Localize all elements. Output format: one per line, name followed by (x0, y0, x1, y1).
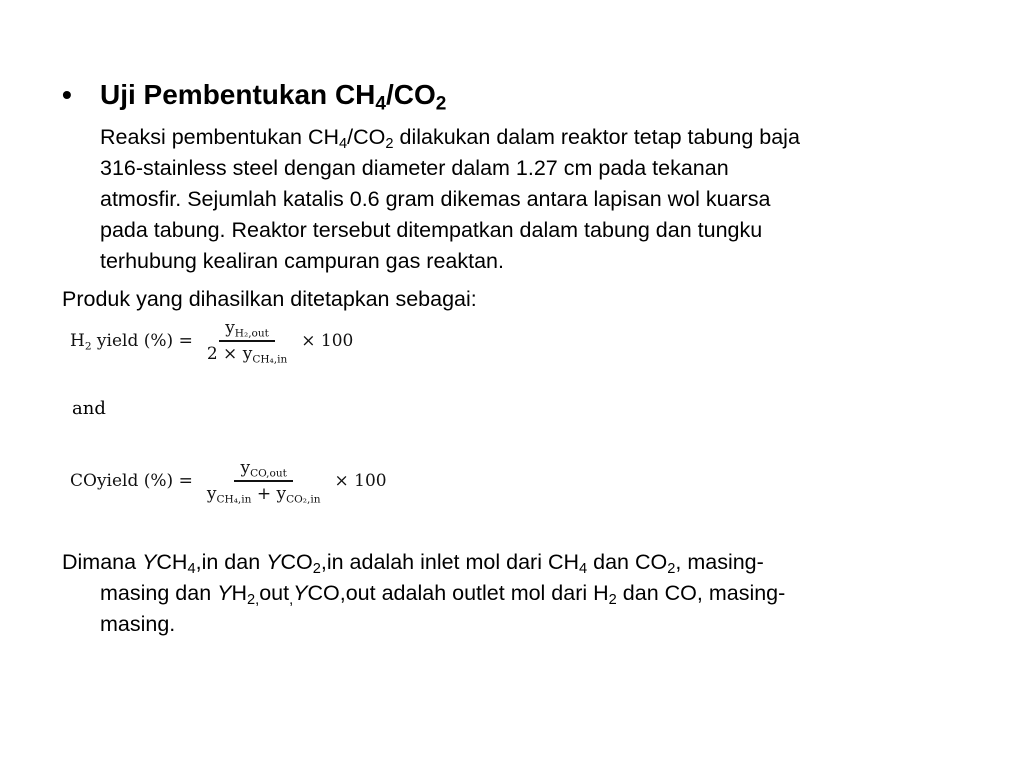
paragraph-line: atmosfir. Sejumlah katalis 0.6 gram dikemas antara lapisan wol kuarsa (100, 187, 771, 211)
text: ,in dan (195, 550, 267, 574)
dimana-line (62, 578, 962, 609)
subscript: 2 (385, 136, 394, 153)
text: CO (280, 550, 313, 574)
eq-denominator (201, 342, 293, 364)
eq-text: y (225, 318, 235, 338)
text: H (231, 581, 248, 605)
h2-yield-equation (70, 318, 353, 364)
text: out (259, 581, 290, 605)
text: Y (217, 581, 232, 605)
subscript: 4 (579, 561, 588, 578)
eq-text: y (240, 458, 251, 478)
paragraph-line: terhubung kealiran campuran gas reaktan. (100, 249, 504, 273)
dimana-line (62, 550, 764, 578)
eq-text: y (206, 484, 217, 504)
heading-text (100, 78, 447, 115)
paragraph-line (100, 122, 960, 153)
subscript: 4 (339, 136, 348, 153)
eq-sub: CH₄,in (252, 353, 288, 366)
produk-text: Produk yang dihasilkan ditetapkan sebagai: (62, 287, 477, 311)
co-yield-equation (70, 458, 387, 504)
subscript: 2 (608, 592, 617, 609)
eq-numerator (219, 318, 275, 342)
eq-text: 2 × y (206, 344, 253, 364)
and-text: and (72, 398, 106, 419)
text: CO,out adalah outlet mol dari H (307, 581, 609, 605)
text: Y (293, 581, 308, 605)
eq-fraction (201, 458, 327, 504)
subscript: 2, (247, 592, 260, 609)
subscript: 4 (187, 561, 196, 578)
eq-lhs: COyield (%) = (70, 471, 193, 491)
subscript: 2 (667, 561, 676, 578)
eq-sub: CH₄,in (216, 493, 252, 506)
text: Dimana (62, 550, 143, 574)
heading-part: /CO (385, 79, 436, 110)
eq-sub: CO,out (250, 467, 287, 480)
eq-text: + y (251, 484, 287, 504)
description-paragraph (100, 122, 960, 277)
eq-rhs: × 100 (301, 331, 354, 351)
eq-sub: 2 (84, 340, 92, 353)
text: Y (266, 550, 281, 574)
eq-denominator (201, 482, 327, 504)
eq-text: yield (%) = (91, 331, 193, 351)
eq-rhs: × 100 (334, 471, 387, 491)
eq-lhs (70, 331, 193, 351)
heading-part: Uji Pembentukan CH (100, 79, 376, 110)
heading-sub: 2 (435, 93, 447, 115)
text: dan CO, masing- (616, 581, 786, 605)
paragraph-line: pada tabung. Reaktor tersebut ditempatkan dalam tabung dan tungku (100, 218, 763, 242)
eq-fraction (201, 318, 293, 364)
eq-text: H (70, 331, 85, 351)
text: Reaksi pembentukan CH (100, 125, 340, 149)
text: masing dan (100, 581, 218, 605)
eq-numerator (234, 458, 292, 482)
text: , masing- (675, 550, 764, 574)
subscript: 2 (312, 561, 321, 578)
text: ,in adalah inlet mol dari CH (320, 550, 580, 574)
eq-sub: CO₂,in (286, 493, 321, 506)
bullet-icon: • (62, 79, 72, 110)
text: /CO (347, 125, 386, 149)
dimana-paragraph (62, 547, 962, 640)
text: CH (156, 550, 188, 574)
paragraph-line: 316-stainless steel dengan diameter dalam 1.27 cm pada tekanan (100, 156, 729, 180)
heading-sub: 4 (375, 93, 386, 115)
text: dan CO (587, 550, 668, 574)
dimana-line: masing. (100, 612, 176, 636)
eq-sub: H₂,out (234, 327, 269, 340)
text: dilakukan dalam reaktor tetap tabung baja (393, 125, 800, 149)
text: Y (142, 550, 157, 574)
subscript: , (289, 592, 294, 609)
